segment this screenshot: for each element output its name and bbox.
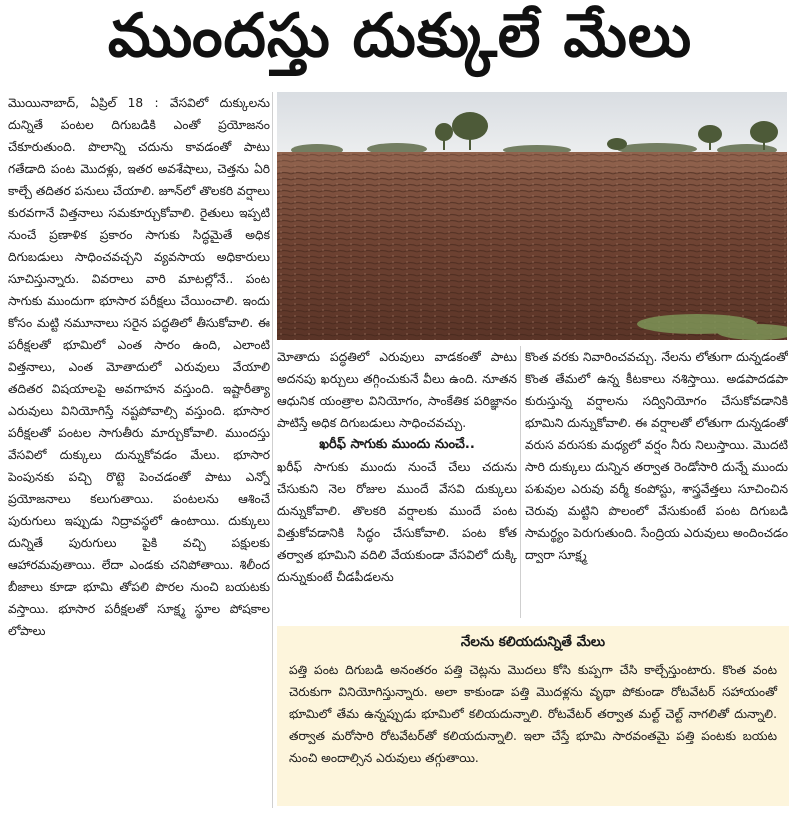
field-photo-image — [277, 92, 787, 340]
column-divider — [520, 346, 521, 618]
middle-column — [277, 346, 517, 618]
column-divider — [272, 92, 273, 808]
headline: ముందస్తు దుక్కులే మేలు — [107, 1, 693, 71]
field-photo — [277, 92, 787, 340]
sidebar-box — [277, 626, 789, 806]
sidebar-box-body: పత్తి పంట దిగుబడి అనంతరం పత్తి చెట్లను మొదలు కోసి కుప్పగా చేసి కాల్చేస్తుంటారు. కొంత వంట చెరుకుగా వినియోగిస్తున్నారు. అలా కాకుండా పత్తి మొదళ్లను వృథా పోకుండా రోటవేటర్ సహాయంతో భూమిలో తేమ ఉన్నప్పుడు భూమిలో కలియదున్నాలి. రోటవేటర్ తర్వాత మల్ట్ చెల్ట్ నాగలితో దున్నాలి. తర్వాత మరోసారి రోటవేటర్‌తో కలియదున్నాలి. ఇలా చేస్తే భూమి సారవంతమై పత్తి పంటకు బయట నుంచి అందాల్సిన ఎరువులు తగ్గుతాయి. — [289, 663, 777, 765]
left-column-text: మొయినాబాద్, ఏప్రిల్ 18 : వేసవిలో దుక్కులను దున్నితే పంటల దిగుబడికి ఎంతో ప్రయోజనం చేకూరుతుంది. పొలాన్ని చదును కావడంతో పాటు గతేడాది పంట మొదళ్లు, ఇతర అవశేషాలు, చెత్తను ఏరి కాల్చే తదితర పనులు చేయాలి. జూన్‌లో తొలకరి వర్షాలు కురవగానే విత్తనాలు సమకూర్చుకోవాలి. రైతులు ఇప్పటి నుంచే ప్రణాళిక ప్రకారం సాగుకు సిద్ధమైతే అధిక దిగుబడులు సాధించవచ్చని వ్యవసాయ అధికారులు సూచిస్తున్నారు. వివరాలు వారి మాటల్లోనే.. పంట సాగుకు ముందుగా భూసార పరీక్షలు చేయించాలి. ఇందు కోసం మట్టి నమూనాలు సరైన పద్ధతిలో తీసుకోవాలి. ఈ పరీక్షలతో భూమిలో ఎంత సారం ఉంది, ఎలాంటి విత్తనాలు, ఎంత మోతాదులో ఎరువులు వేయాలి తదితర విషయాలపై అవగాహన వస్తుంది. ఇష్టారీత్యా ఎరువులు వినియోగిస్తే నష్టపోవాల్సి వస్తుంది. భూసార పరీక్షలతో పంటల సాగుతీరు మార్చుకోవాలి. ముందస్తు వేసవిలో దుక్కులు దున్నుకోవడం మేలు. భూసార పెంపునకు పచ్చి రొట్టె పెంచడంతో పాటు ఎన్నో ప్రయోజనాలు కలుగుతాయి. పంటలను ఆశించే పురుగులు ఇప్పుడు నిద్రావస్థలో ఉంటాయి. దుక్కులు దున్నితే పురుగులు పైకి వచ్చి పక్షులకు ఆహారమవుతాయి. లేదా ఎండకు చనిపోతాయి. శిలీంద బీజాలు కూడా భూమి తోపలి పొరల నుంచి బయటకు వస్తాయి. భూసార పరీక్షలతో సూక్ష్మ స్థూల పోషకాల లోపాలు — [8, 96, 270, 638]
sidebar-box-title: నేలను కలియదున్నితే మేలు — [460, 634, 606, 650]
section-subheading: ఖరీఫ్ సాగుకు ముందు నుంచే.. — [319, 437, 475, 452]
right-column — [525, 346, 788, 618]
right-column-text: కొంత వరకు నివారించవచ్చు. నేలను లోతుగా దున్నడంతో కొంత తేమలో ఉన్న కీటకాలు నశిస్తాయి. అడపాదడపా కురుస్తున్న వర్షాలను సద్వినియోగం చేసుకోవడానికి భూమిని దున్నుకోవాలి. ఈ వర్షాలతో లోతుగా దున్నడంతో వరుస వరుసకు మధ్యలో వర్షం నీరు నిలుస్తాయి. మొదటి సారి దుక్కులు దున్నిన తర్వాత రెండోసారి దున్నే ముందు పశువుల ఎరువు వర్మీ కంపోస్టు, శాస్త్రవేత్తలు సూచించిన చెరువు మట్టిని పొలంలో వేసుకుంటే పంట దిగుబడి సామర్థ్యం పెరుగుతుంది. సేంద్రియ ఎరువులు అందించడం ద్వారా సూక్ష్మ — [525, 350, 788, 562]
left-column — [8, 92, 270, 808]
middle-column-text-2: ఖరీఫ్ సాగుకు ముందు నుంచే చేలు చదును చేసుకుని నెల రోజుల ముందే వేసవి దుక్కులు దున్నుకోవాలి. తొలకరి వర్షాలకు ముందే పంట విత్తుకోవడానికి సిద్ధం చేసుకోవాలి. పంట కోత తర్వాత భూమిని వదిలి వేయకుండా వేసవిలో దుక్కి దున్నుకుంటే చీడపీడలను — [277, 460, 517, 584]
middle-column-text: మోతాదు పద్ధతిలో ఎరువులు వాడకంతో పాటు అదనపు ఖర్చులు తగ్గించుకునే వీలు ఉంది. నూతన ఆధునిక యంత్రాల వినియోగం, సాంకేతిక పరిజ్ఞానం పాటిస్తే అధిక దిగుబడులు సాధించవచ్చు. — [277, 350, 517, 430]
